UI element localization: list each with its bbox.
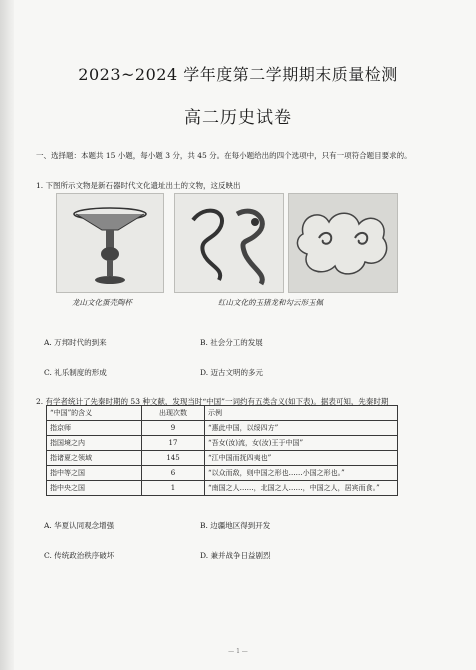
table-cell: 9 (142, 421, 205, 436)
q2-option-c[interactable]: C. 传统政治秩序破坏 (44, 551, 115, 560)
artifact-image-cloud-jade (288, 193, 398, 293)
table-cell: “惠此中国，以绥四方” (205, 421, 398, 436)
table-cell: 6 (142, 466, 205, 481)
table-row (47, 466, 398, 481)
table-cell: 指国境之内 (47, 436, 142, 451)
artifact-image-jade-dragon (174, 193, 284, 293)
exam-title: 2023~2024 学年度第二学期期末质量检测 (78, 65, 398, 84)
question-2-stem: 2. 有学者统计了先秦时期的 53 种文献，发现当时“中国”一词约有五类含义(如下表)。据表可知，先秦时期 (36, 397, 389, 406)
question-1-stem: 1. 下图所示文物是新石器时代文化遗址出土的文物，这反映出 (36, 181, 241, 190)
table-cell: 145 (142, 451, 205, 466)
q2-option-a[interactable]: A. 华夏认同观念增强 (44, 521, 115, 530)
q2-option-d[interactable]: D. 兼并战争日益剧烈 (200, 551, 271, 560)
cloud-jade-illustration (289, 194, 397, 292)
caption-jade-artifacts: 红山文化的玉猪龙和勾云形玉佩 (218, 298, 323, 307)
table-cell: 1 (142, 481, 205, 496)
q2-option-b[interactable]: B. 边疆地区得到开发 (200, 521, 271, 530)
table-header-cell: 出现次数 (142, 406, 205, 421)
table-row (47, 481, 398, 496)
table-row (47, 436, 398, 451)
q1-option-c[interactable]: C. 礼乐制度的形成 (44, 368, 107, 377)
table-cell: “以众而敌，则中国之形也……小国之形也。” (205, 466, 398, 481)
page-number: — 1 — (228, 648, 248, 655)
table-cell: 指中等之国 (47, 466, 142, 481)
table-cell: 17 (142, 436, 205, 451)
q1-option-a[interactable]: A. 万邦时代的到来 (44, 338, 107, 347)
q1-option-d[interactable]: D. 迈古文明的多元 (200, 368, 264, 377)
table-cell: “吾女(汝)流，女(汝)王于中国” (205, 436, 398, 451)
section-instructions: 一、选择题：本题共 15 小题，每小题 3 分，共 45 分。在每小题给出的四个选项中，只有一项符合题目要求的。 (36, 151, 412, 160)
table-row (47, 421, 398, 436)
china-meanings-table (46, 405, 398, 496)
table-header-cell: “中国”的含义 (47, 406, 142, 421)
exam-subtitle: 高二历史试卷 (184, 108, 292, 128)
jade-dragon-illustration (175, 194, 283, 292)
artifact-image-pottery-cup (56, 193, 164, 293)
table-cell: 指中央之国 (47, 481, 142, 496)
pottery-cup-illustration (57, 194, 163, 292)
table-cell: 指诸夏之领域 (47, 451, 142, 466)
table-cell: 指京师 (47, 421, 142, 436)
page-edge-shadow (0, 0, 14, 670)
caption-pottery-cup: 龙山文化蛋壳陶杯 (72, 298, 132, 307)
table-row (47, 451, 398, 466)
table-cell: “南国之人……，北国之人……，中国之人，居宾而食。” (205, 481, 398, 496)
table-cell: “江中国而抚四夷也” (205, 451, 398, 466)
q1-option-b[interactable]: B. 社会分工的发展 (200, 338, 263, 347)
table-header-cell: 示例 (205, 406, 398, 421)
table-header-row (47, 406, 398, 421)
